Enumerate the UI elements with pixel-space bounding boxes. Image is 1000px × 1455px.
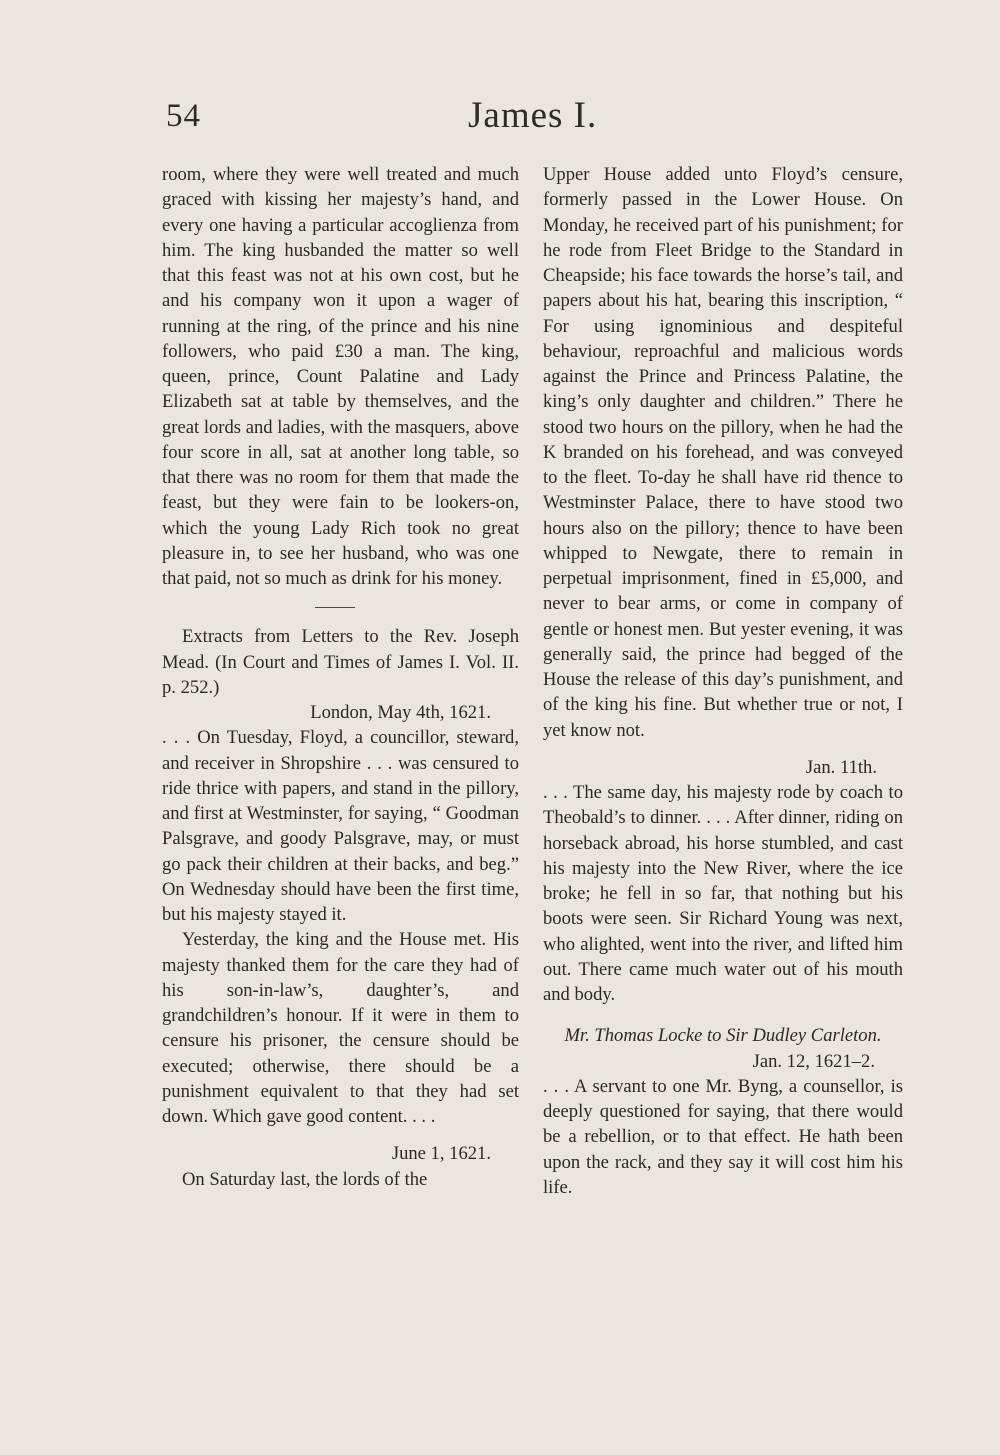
letter-date: London, May 4th, 1621. (310, 702, 491, 723)
paragraph: room, where they were well treated and much graced with kissing her majesty’s hand, and every one having a particular accoglienza from him. The king husbanded the matter so well that this feast was not at his own cost, but he and his company won it upon a wager of running at the ring, of the prince and his nine followers, who paid £30 a man. The king, queen, prince, Count Palatine and Lady Elizabeth sat at table by themselves, and the great lords and ladies, with the masquers, above four score in all, sat at another long table, so that there was no room for them that made the feast, but they were fain to be lookers-on, which the young Lady Rich took no great pleasure in, to see her husband, who was one that paid, not so much as drink for his money. (162, 164, 519, 589)
paragraph: On Saturday last, the lords of the (182, 1168, 428, 1190)
page-number: 54 (166, 98, 201, 134)
paragraph: . . . On Tuesday, Floyd, a councillor, steward, and receiver in Shropshire . . . was censured to ride thrice with papers, and stand in the pillory, and first at Westminster, for saying, “ Goodman Palsgrave, and goody Palsgrave, may, or must go pack their children at their backs, and beg.” On Wednesday should have been the first time, but his majesty stayed it. (162, 727, 519, 925)
letter-heading: Mr. Thomas Locke to Sir Dudley Carleton. (564, 1025, 882, 1047)
right-column (543, 162, 903, 1200)
letter-date: Jan. 12, 1621–2. (752, 1050, 875, 1072)
paragraph: Upper House added unto Floyd’s censure, formerly passed in the Lower House. On Monday, he received part of his punishment; for he rode from Fleet Bridge to the Standard in Cheapside; his face towards the horse’s tail, and papers about his hat, bearing this inscription, “ For using ignominious and despiteful behaviour, reproachful and malicious words against the Prince and Princess Palatine, the king’s only daughter and children.” There he stood two hours on the pillory, when he had the K branded on his forehead, and was conveyed to the fleet. To-day he shall have rid thence to Westminster Palace, there to have stood two hours also on the pillory; thence to have been whipped to Newgate, there to remain in perpetual imprisonment, fined in £5,000, and never to bear arms, or come in company of gentle or honest men. But yester evening, it was generally said, the prince had begged of the House the release of this day’s punishment, and of the king his fine. But whether true or not, I yet know not. (543, 164, 903, 741)
section-divider (315, 607, 355, 608)
letter-date: Jan. 11th. (805, 756, 877, 778)
paragraph: . . . The same day, his majesty rode by coach to Theobald’s to dinner. . . . After dinner, riding on horseback abroad, his horse stumbled, and cast his majesty into the New River, where the ice broke; he fell in so far, that nothing but his boots were seen. Sir Richard Young was next, who alighted, went into the river, and lifted him out. There came much water out of his mouth and body. (543, 782, 903, 1005)
left-column (162, 162, 519, 1192)
section-heading: Extracts from Letters to the Rev. Joseph Mead. (In Court and Times of James I. Vol. II. p. 252.) (162, 626, 519, 698)
paragraph: . . . A servant to one Mr. Byng, a counsellor, is deeply questioned for saying, that there would be a rebellion, or to that effect. He hath been upon the rack, and they say it will cost him his life. (543, 1075, 903, 1198)
paragraph: Yesterday, the king and the House met. His majesty thanked them for the care they had of his son-in-law’s, daughter’s, and grandchildren’s honour. If it were in them to censure his prisoner, the censure should be executed; otherwise, there should be a punishment equivalent to that they had set down. Which gave good content. . . . (162, 929, 519, 1127)
letter-date: June 1, 1621. (391, 1143, 491, 1165)
running-head: James I. (468, 95, 598, 136)
